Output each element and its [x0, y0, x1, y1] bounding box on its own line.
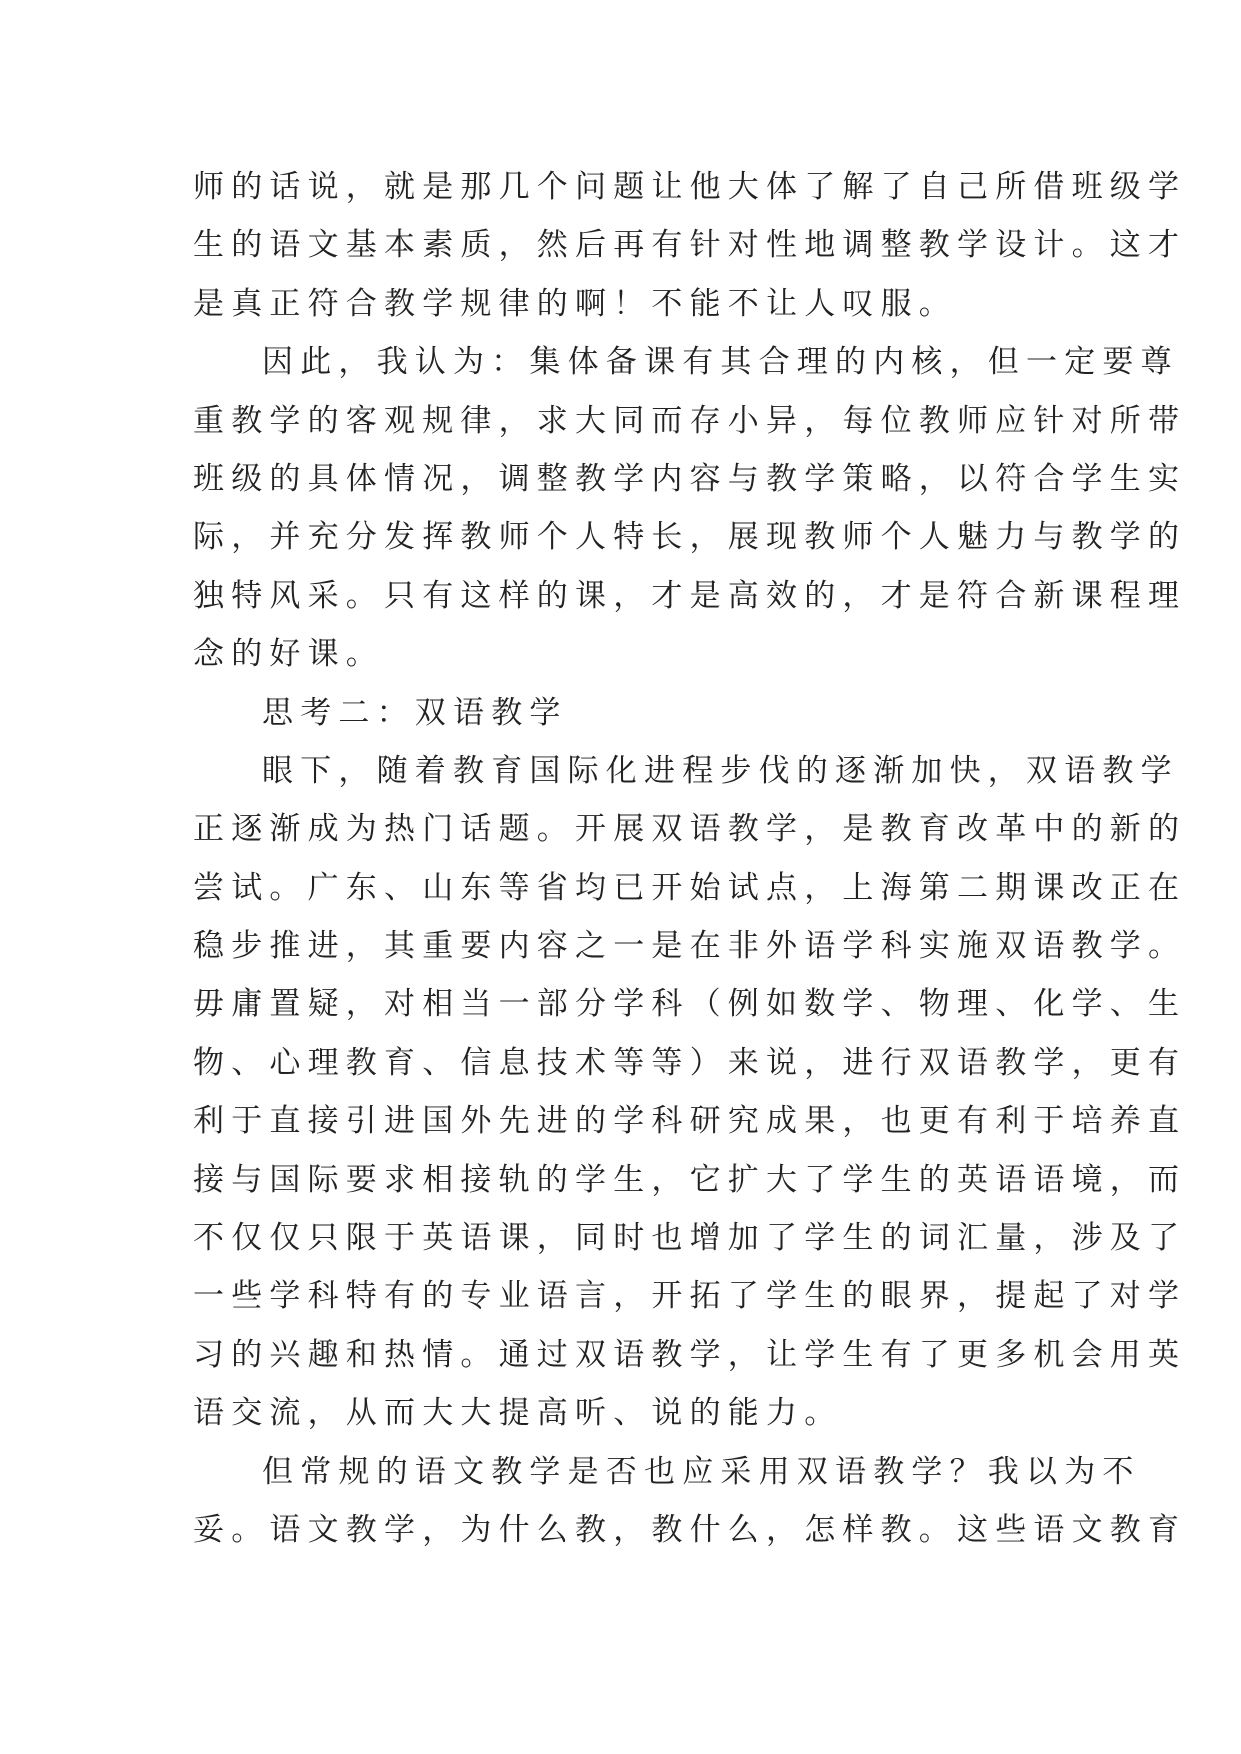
text-line: 接与国际要求相接轨的学生，它扩大了学生的英语语境，而	[193, 1161, 1187, 1198]
text-line: 稳步推进，其重要内容之一是在非外语学科实施双语教学。	[193, 928, 1187, 965]
text-line: 毋庸置疑，对相当一部分学科（例如数学、物理、化学、生	[193, 986, 1187, 1023]
text-line: 师的话说，就是那几个问题让他大体了解了自己所借班级学	[193, 169, 1187, 205]
section-heading: 思考二：双语教学	[262, 694, 568, 731]
paragraph-start-line: 眼下，随着教育国际化进程步伐的逐渐加快，双语教学	[262, 752, 1179, 789]
text-line: 际，并充分发挥教师个人特长，展现教师个人魅力与教学的	[193, 519, 1187, 556]
text-line: 妥。语文教学，为什么教，教什么，怎样教。这些语文教育	[193, 1511, 1187, 1548]
text-line: 独特风采。只有这样的课，才是高效的，才是符合新课程理	[193, 577, 1187, 614]
text-line: 重教学的客观规律，求大同而存小异，每位教师应针对所带	[193, 402, 1187, 439]
paragraph-start-line: 但常规的语文教学是否也应采用双语教学？我以为不	[262, 1453, 1141, 1490]
text-line: 不仅仅只限于英语课，同时也增加了学生的词汇量，涉及了	[193, 1220, 1187, 1257]
text-line: 一些学科特有的专业语言，开拓了学生的眼界，提起了对学	[193, 1278, 1187, 1315]
text-line: 正逐渐成为热门话题。开展双语教学，是教育改革中的新的	[193, 811, 1187, 848]
text-line: 尝试。广东、山东等省均已开始试点，上海第二期课改正在	[193, 869, 1187, 906]
text-line: 是真正符合教学规律的啊！不能不让人叹服。	[193, 285, 957, 322]
text-line: 生的语文基本素质，然后再有针对性地调整教学设计。这才	[193, 227, 1187, 264]
text-line: 语交流，从而大大提高听、说的能力。	[193, 1395, 843, 1432]
document-page	[193, 158, 1187, 1559]
paragraph-start-line: 因此，我认为：集体备课有其合理的内核，但一定要尊	[262, 344, 1179, 381]
text-line: 利于直接引进国外先进的学科研究成果，也更有利于培养直	[193, 1103, 1187, 1140]
text-line: 念的好课。	[193, 636, 384, 673]
text-line: 物、心理教育、信息技术等等）来说，进行双语教学，更有	[193, 1044, 1187, 1081]
text-line: 班级的具体情况，调整教学内容与教学策略，以符合学生实	[193, 460, 1187, 497]
text-line: 习的兴趣和热情。通过双语教学，让学生有了更多机会用英	[193, 1336, 1187, 1373]
